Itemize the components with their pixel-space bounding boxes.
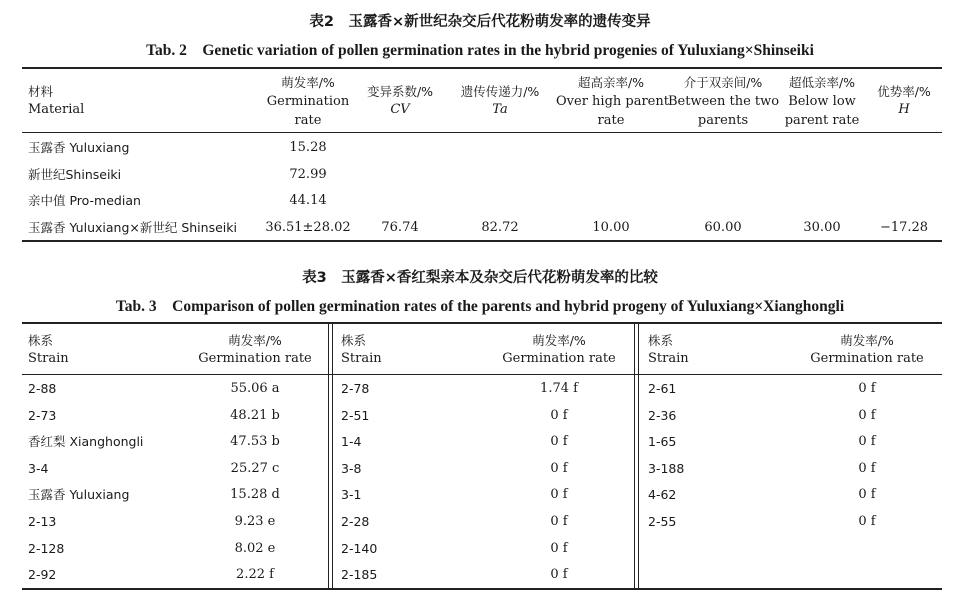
below-cell: 30.00 xyxy=(803,219,841,235)
table3-top-rule xyxy=(22,322,942,324)
material-cell: 玉露香 Yuluxiang xyxy=(28,140,130,155)
strain-cell: 2-28 xyxy=(341,514,370,529)
germination-cell: 0 f xyxy=(858,407,876,423)
header-between-cn: 介于双亲间/% xyxy=(683,75,763,90)
table2-header-rule xyxy=(22,132,942,133)
table2-title-cn: 表2 玉露香×新世纪杂交后代花粉萌发率的遗传变异 xyxy=(309,14,651,30)
strain-cell: 玉露香 Yuluxiang xyxy=(28,487,130,503)
over-cell: 10.00 xyxy=(592,219,630,235)
header-below-en1: Below low xyxy=(788,94,856,109)
strain-cell: 4-62 xyxy=(648,487,677,503)
germination-cell: 2.22 f xyxy=(236,567,274,583)
strain-cell: 3-188 xyxy=(648,460,685,476)
header-between-en2: parents xyxy=(697,113,749,128)
strain-cell: 2-73 xyxy=(28,407,57,423)
header-strain-en: Strain xyxy=(28,351,69,366)
material-cell: 亲中值 Pro-median xyxy=(28,193,141,208)
germination-cell: 0 f xyxy=(858,460,876,476)
ta-cell: 82.72 xyxy=(481,219,519,235)
table3-title-cn: 表3 玉露香×香红梨亲本及杂交后代花粉萌发率的比较 xyxy=(302,270,658,286)
header-strain-en: Strain xyxy=(648,351,689,366)
strain-cell: 2-140 xyxy=(341,540,378,556)
germination-cell: 0 f xyxy=(550,407,568,423)
strain-cell: 2-185 xyxy=(341,567,378,583)
germination-cell: 9.23 e xyxy=(234,514,276,529)
strain-cell: 1-65 xyxy=(648,434,677,450)
header-h-en: H xyxy=(898,102,910,117)
table3-bottom-rule xyxy=(22,588,942,590)
between-cell: 60.00 xyxy=(704,219,742,235)
germination-cell: 0 f xyxy=(550,540,568,556)
strain-cell: 2-13 xyxy=(28,514,57,529)
h-cell: −17.28 xyxy=(879,219,929,235)
strain-cell: 2-36 xyxy=(648,407,677,423)
header-between-en1: Between the two xyxy=(668,94,780,109)
germ-cell: 44.14 xyxy=(289,193,327,208)
material-cell: 玉露香 Yuluxiang×新世纪 Shinseiki xyxy=(28,219,237,235)
strain-cell: 2-88 xyxy=(28,381,57,396)
strain-cell: 2-61 xyxy=(648,381,677,396)
header-ta-en: Ta xyxy=(492,102,508,117)
table2-bottom-rule xyxy=(22,240,942,242)
header-germ-cn: 萌发率/% xyxy=(228,333,282,348)
header-h-cn: 优势率/% xyxy=(877,84,931,99)
germination-cell: 1.74 f xyxy=(540,381,578,396)
germination-cell: 0 f xyxy=(550,434,568,450)
strain-cell: 2-55 xyxy=(648,514,677,529)
header-over-en2: rate xyxy=(597,113,625,128)
strain-cell: 3-8 xyxy=(341,460,362,476)
header-cv-cn: 变异系数/% xyxy=(366,84,434,99)
header-over-en1: Over high parent xyxy=(556,94,669,109)
table3-title-en: Tab. 3 Comparison of pollen germination rates of the parents and hybrid progeny of Yuluxiang×Xianghongli xyxy=(115,298,845,315)
germination-cell: 0 f xyxy=(550,460,568,476)
germination-cell: 15.28 d xyxy=(230,487,280,503)
germination-cell: 0 f xyxy=(550,487,568,503)
strain-cell: 2-51 xyxy=(341,407,370,423)
header-strain-cn: 株系 xyxy=(648,333,674,348)
header-below-en2: parent rate xyxy=(784,113,860,128)
table2-top-rule xyxy=(22,67,942,69)
germination-cell: 0 f xyxy=(858,487,876,503)
header-material-cn: 材料 xyxy=(28,84,54,99)
strain-cell: 2-92 xyxy=(28,567,57,583)
strain-cell: 3-1 xyxy=(341,487,362,503)
germination-cell: 0 f xyxy=(858,381,876,396)
strain-cell: 2-78 xyxy=(341,381,370,396)
header-germ-en: Germination rate xyxy=(198,351,312,366)
strain-cell: 1-4 xyxy=(341,434,362,450)
header-material-en: Material xyxy=(28,102,85,117)
strain-cell: 2-128 xyxy=(28,540,65,556)
strain-cell: 香红梨 Xianghongli xyxy=(28,434,144,450)
table3-separator-1b xyxy=(332,322,333,589)
germination-cell: 0 f xyxy=(550,567,568,583)
germ-cell: 15.28 xyxy=(289,140,327,155)
header-below-cn: 超低亲率/% xyxy=(788,75,856,90)
table3-separator-2a xyxy=(634,322,635,589)
germination-cell: 25.27 c xyxy=(230,460,280,476)
table2-title-en: Tab. 2 Genetic variation of pollen germination rates in the hybrid progenies of Yuluxiang×Shinseiki xyxy=(146,42,814,59)
strain-cell: 3-4 xyxy=(28,460,49,476)
table3-header-rule xyxy=(22,374,942,375)
table3-separator-2b xyxy=(638,322,639,589)
header-over-cn: 超高亲率/% xyxy=(577,75,645,90)
germ-cell: 36.51±28.02 xyxy=(265,219,351,235)
cv-cell: 76.74 xyxy=(381,219,419,235)
germination-cell: 0 f xyxy=(858,514,876,529)
header-germ-en: Germination rate xyxy=(810,351,924,366)
germination-cell: 47.53 b xyxy=(230,434,280,450)
germination-cell: 0 f xyxy=(858,434,876,450)
germ-cell: 72.99 xyxy=(289,166,327,182)
germination-cell: 8.02 e xyxy=(234,540,276,556)
header-ta-cn: 遗传传递力/% xyxy=(460,84,540,99)
header-strain-en: Strain xyxy=(341,351,382,366)
header-germ-cn: 萌发率/% xyxy=(532,333,586,348)
header-germ-en1: Germination xyxy=(266,94,350,109)
header-cv-en: CV xyxy=(390,102,410,117)
material-cell: 新世纪Shinseiki xyxy=(28,166,122,182)
header-germ-cn: 萌发率/% xyxy=(840,333,894,348)
header-germ-en: Germination rate xyxy=(502,351,616,366)
header-germ-cn: 萌发率/% xyxy=(281,75,335,90)
header-strain-cn: 株系 xyxy=(28,333,54,348)
table3-separator-1a xyxy=(328,322,329,589)
header-germ-en2: rate xyxy=(294,113,322,128)
germination-cell: 48.21 b xyxy=(230,407,280,423)
header-strain-cn: 株系 xyxy=(341,333,367,348)
germination-cell: 0 f xyxy=(550,514,568,529)
germination-cell: 55.06 a xyxy=(230,381,280,396)
